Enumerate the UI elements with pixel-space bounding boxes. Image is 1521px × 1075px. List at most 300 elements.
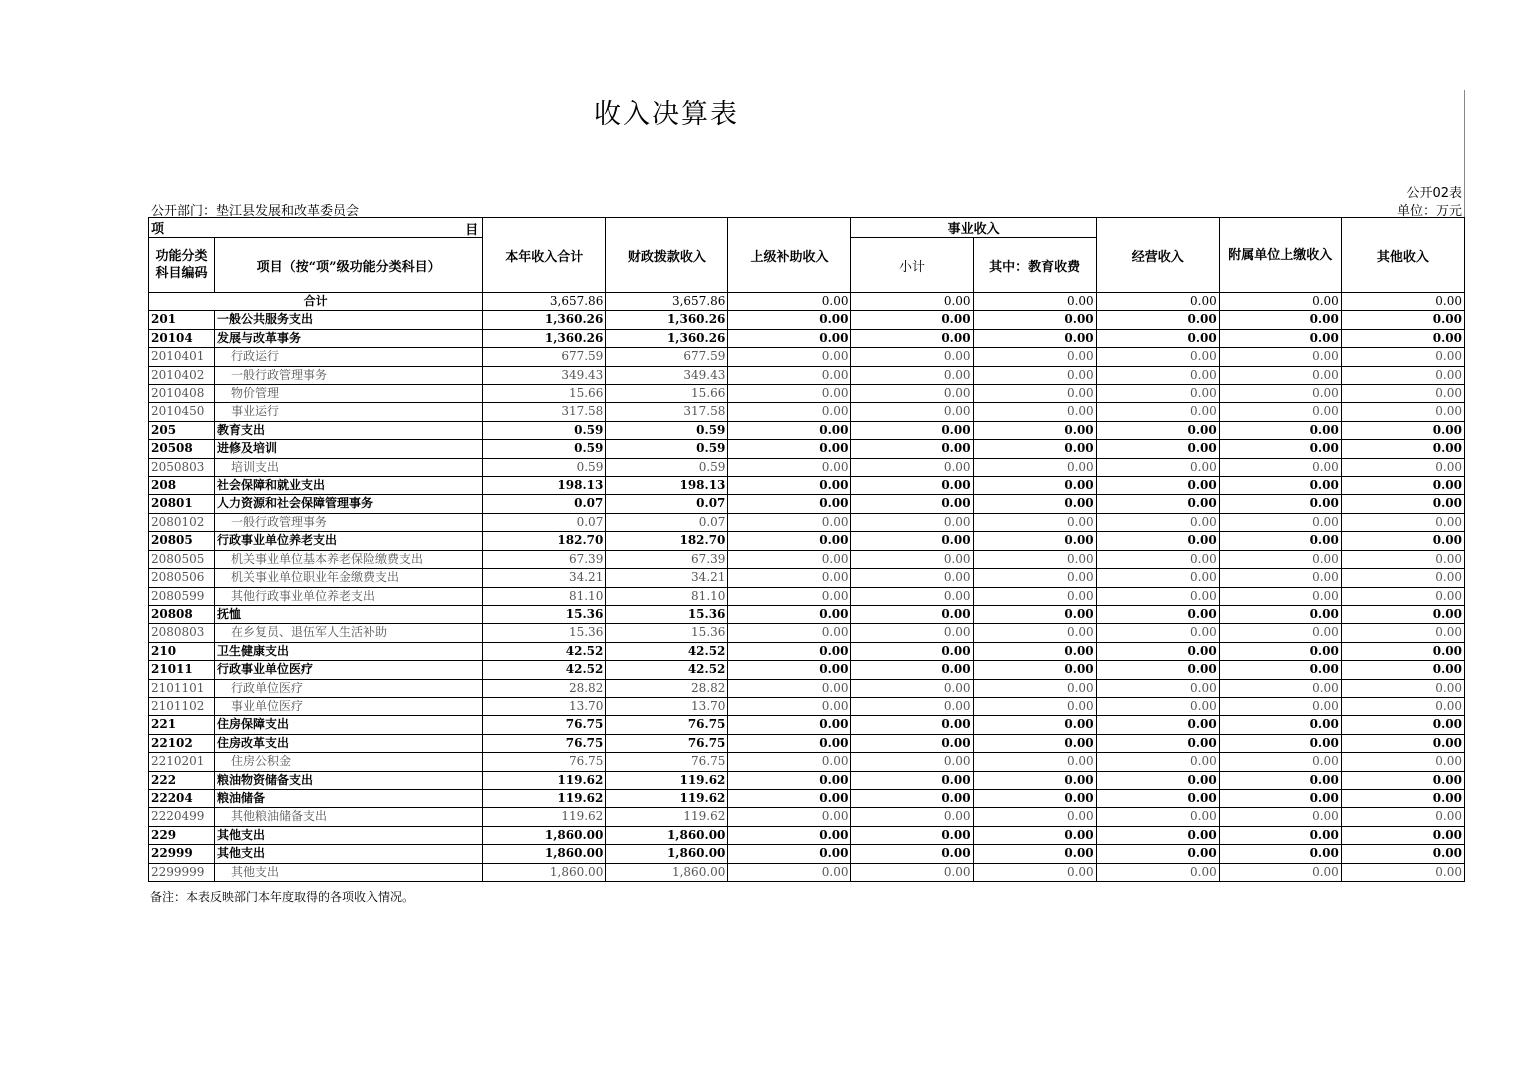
row-code: 2010408 [149,385,215,403]
cell-value: 0.00 [728,458,851,476]
cell-value: 0.00 [851,697,973,715]
cell-value: 1,360.26 [483,329,606,347]
row-name: 在乡复员、退伍军人生活补助 [215,624,483,642]
cell-value: 0.00 [728,532,851,550]
cell-value: 0.00 [1219,789,1341,807]
cell-value: 0.59 [483,421,606,439]
cell-value: 3,657.86 [483,293,606,311]
cell-value: 0.00 [1219,403,1341,421]
cell-value: 0.00 [1341,605,1464,623]
cell-value: 0.00 [1096,550,1219,568]
cell-value: 0.00 [1096,679,1219,697]
cell-value: 42.52 [483,642,606,660]
cell-value: 0.00 [1219,477,1341,495]
cell-value: 0.00 [728,826,851,844]
cell-value: 0.00 [973,624,1096,642]
cell-value: 677.59 [483,348,606,366]
row-name: 机关事业单位职业年金缴费支出 [215,569,483,587]
cell-value: 0.00 [728,789,851,807]
cell-value: 0.00 [1096,458,1219,476]
cell-value: 0.00 [1096,808,1219,826]
cell-value: 0.00 [728,569,851,587]
cell-value: 0.00 [1219,679,1341,697]
table-row [149,826,1465,844]
cell-value: 0.00 [728,477,851,495]
table-row [149,329,1465,347]
cell-value: 42.52 [606,661,728,679]
cell-value: 0.00 [728,293,851,311]
form-number: 公开02表 [1406,186,1462,201]
row-code: 20805 [149,532,215,550]
cell-value: 0.00 [1096,642,1219,660]
row-code: 2010402 [149,366,215,384]
cell-value: 0.00 [973,477,1096,495]
cell-value: 0.00 [1219,661,1341,679]
cell-value: 677.59 [606,348,728,366]
cell-value: 317.58 [606,403,728,421]
cell-value: 0.00 [973,826,1096,844]
table-row [149,845,1465,863]
row-name: 其他行政事业单位养老支出 [215,587,483,605]
row-code: 2220499 [149,808,215,826]
cell-value: 0.00 [728,403,851,421]
cell-value: 0.00 [973,293,1096,311]
row-name: 行政事业单位医疗 [215,661,483,679]
cell-value: 0.00 [1341,513,1464,531]
row-code: 2080102 [149,513,215,531]
cell-value: 0.00 [851,532,973,550]
cell-value: 0.00 [973,366,1096,384]
row-name: 其他支出 [215,863,483,881]
cell-value: 0.00 [728,550,851,568]
cell-value: 0.00 [728,605,851,623]
cell-value: 0.00 [1219,771,1341,789]
row-name: 一般行政管理事务 [215,366,483,384]
cell-value: 0.00 [851,624,973,642]
cell-value: 0.00 [1341,495,1464,513]
table-row [149,679,1465,697]
row-code: 210 [149,642,215,660]
cell-value: 0.00 [728,366,851,384]
cell-value: 0.00 [1219,513,1341,531]
cell-value: 3,657.86 [606,293,728,311]
cell-value: 0.00 [1341,624,1464,642]
cell-value: 0.00 [1341,734,1464,752]
header-other: 其他收入 [1341,218,1464,293]
header-item: 项 目 [149,218,483,238]
cell-value: 1,360.26 [483,311,606,329]
cell-value: 0.00 [851,458,973,476]
table-row [149,716,1465,734]
cell-value: 1,360.26 [606,329,728,347]
cell-value: 0.00 [1341,440,1464,458]
cell-value: 0.00 [973,642,1096,660]
cell-value: 0.00 [1341,458,1464,476]
table-row [149,808,1465,826]
row-code: 2299999 [149,863,215,881]
cell-value: 67.39 [483,550,606,568]
table-row [149,458,1465,476]
cell-value: 0.00 [1219,587,1341,605]
cell-value: 0.00 [973,716,1096,734]
cell-value: 28.82 [606,679,728,697]
cell-value: 0.59 [483,458,606,476]
cell-value: 0.00 [973,734,1096,752]
cell-value: 0.59 [606,421,728,439]
cell-value: 15.66 [483,385,606,403]
row-code: 2210201 [149,753,215,771]
cell-value: 0.00 [728,440,851,458]
row-name: 进修及培训 [215,440,483,458]
total-label: 合计 [149,293,483,311]
cell-value: 15.66 [606,385,728,403]
row-name: 住房保障支出 [215,716,483,734]
cell-value: 119.62 [483,808,606,826]
cell-value: 0.00 [1219,458,1341,476]
cell-value: 0.00 [1096,697,1219,715]
cell-value: 119.62 [483,771,606,789]
cell-value: 0.00 [973,458,1096,476]
row-name: 其他支出 [215,826,483,844]
cell-value: 0.00 [728,348,851,366]
cell-value: 0.00 [728,697,851,715]
cell-value: 0.00 [1341,311,1464,329]
cell-value: 182.70 [606,532,728,550]
row-code: 2080506 [149,569,215,587]
row-code: 22999 [149,845,215,863]
cell-value: 0.00 [1096,734,1219,752]
footnote: 备注：本表反映部门本年度取得的各项收入情况。 [150,890,415,904]
row-name: 粮油物资储备支出 [215,771,483,789]
cell-value: 198.13 [483,477,606,495]
header-fiscal: 财政拨款收入 [606,218,728,293]
cell-value: 182.70 [483,532,606,550]
cell-value: 76.75 [606,753,728,771]
row-code: 229 [149,826,215,844]
table-row [149,513,1465,531]
cell-value: 0.00 [1341,753,1464,771]
cell-value: 76.75 [483,734,606,752]
table-row [149,403,1465,421]
cell-value: 0.59 [483,440,606,458]
cell-value: 0.00 [851,642,973,660]
cell-value: 0.00 [1219,569,1341,587]
page-title: 收入决算表 [594,99,739,130]
cell-value: 119.62 [606,771,728,789]
cell-value: 76.75 [606,734,728,752]
cell-value: 0.00 [1096,661,1219,679]
row-name: 粮油储备 [215,789,483,807]
cell-value: 0.00 [851,734,973,752]
table-row [149,477,1465,495]
table-row [149,421,1465,439]
cell-value: 1,860.00 [606,845,728,863]
cell-value: 0.00 [1219,624,1341,642]
table-row [149,697,1465,715]
header-name: 项目（按“项”级功能分类科目） [215,238,483,293]
cell-value: 0.00 [1341,863,1464,881]
cell-value: 0.00 [1341,348,1464,366]
cell-value: 0.00 [1219,293,1341,311]
table-row [149,569,1465,587]
cell-value: 76.75 [606,716,728,734]
row-name: 事业运行 [215,403,483,421]
table-row [149,863,1465,881]
row-name: 社会保障和就业支出 [215,477,483,495]
cell-value: 15.36 [483,624,606,642]
cell-value: 0.00 [1219,440,1341,458]
cell-value: 0.00 [851,771,973,789]
cell-value: 76.75 [483,753,606,771]
cell-value: 0.00 [851,845,973,863]
cell-value: 0.00 [1341,826,1464,844]
cell-value: 0.00 [973,771,1096,789]
table-row [149,661,1465,679]
cell-value: 0.00 [1096,348,1219,366]
row-code: 20508 [149,440,215,458]
cell-value: 0.00 [851,789,973,807]
cell-value: 0.00 [851,513,973,531]
cell-value: 0.07 [483,513,606,531]
row-code: 201 [149,311,215,329]
cell-value: 0.00 [728,863,851,881]
cell-value: 0.00 [1096,532,1219,550]
cell-value: 0.00 [1096,863,1219,881]
table-row [149,605,1465,623]
cell-value: 0.00 [1096,845,1219,863]
cell-value: 0.00 [973,697,1096,715]
cell-value: 1,860.00 [606,863,728,881]
cell-value: 0.00 [1219,348,1341,366]
cell-value: 1,860.00 [483,863,606,881]
cell-value: 0.00 [1341,293,1464,311]
cell-value: 0.00 [851,679,973,697]
cell-value: 0.00 [851,311,973,329]
cell-value: 0.00 [1219,605,1341,623]
cell-value: 0.00 [1096,421,1219,439]
cell-value: 76.75 [483,716,606,734]
cell-value: 1,360.26 [606,311,728,329]
cell-value: 317.58 [483,403,606,421]
cell-value: 13.70 [606,697,728,715]
cell-value: 1,860.00 [606,826,728,844]
cell-value: 0.00 [1219,734,1341,752]
cell-value: 0.00 [1341,808,1464,826]
cell-value: 0.07 [606,495,728,513]
cell-value: 0.00 [1341,697,1464,715]
cell-value: 0.00 [1341,845,1464,863]
cell-value: 0.00 [728,329,851,347]
cell-value: 0.00 [973,587,1096,605]
row-name: 培训支出 [215,458,483,476]
cell-value: 0.00 [973,311,1096,329]
cell-value: 0.00 [973,550,1096,568]
cell-value: 0.00 [1219,863,1341,881]
header-code: 功能分类科目编码 [149,238,215,293]
cell-value: 0.00 [851,329,973,347]
cell-value: 0.00 [1219,532,1341,550]
row-code: 2010450 [149,403,215,421]
row-name: 事业单位医疗 [215,697,483,715]
cell-value: 0.00 [1096,826,1219,844]
row-code: 2080505 [149,550,215,568]
cell-value: 0.00 [973,845,1096,863]
cell-value: 0.00 [1219,495,1341,513]
cell-value: 0.00 [851,403,973,421]
cell-value: 0.00 [1341,329,1464,347]
cell-value: 0.00 [1096,605,1219,623]
header-affiliated: 附属单位上缴收入 [1219,218,1341,293]
cell-value: 0.00 [1096,569,1219,587]
cell-value: 349.43 [483,366,606,384]
cell-value: 0.00 [1219,550,1341,568]
cell-value: 0.00 [1096,789,1219,807]
cell-value: 0.00 [851,826,973,844]
row-code: 21011 [149,661,215,679]
row-name: 其他支出 [215,845,483,863]
cell-value: 119.62 [606,808,728,826]
cell-value: 0.07 [483,495,606,513]
cell-value: 0.00 [1219,845,1341,863]
cell-value: 0.00 [1096,385,1219,403]
cell-value: 0.00 [973,385,1096,403]
table-row [149,348,1465,366]
row-code: 222 [149,771,215,789]
cell-value: 0.00 [728,808,851,826]
cell-value: 0.00 [851,477,973,495]
cell-value: 0.00 [1341,366,1464,384]
table-row [149,311,1465,329]
cell-value: 198.13 [606,477,728,495]
cell-value: 0.59 [606,458,728,476]
cell-value: 0.00 [973,532,1096,550]
row-code: 20801 [149,495,215,513]
cell-value: 0.00 [728,624,851,642]
unit-label: 单位：万元 [1396,204,1462,219]
table-row [149,789,1465,807]
cell-value: 0.00 [1096,753,1219,771]
cell-value: 0.00 [973,403,1096,421]
cell-value: 0.00 [1219,826,1341,844]
table-row [149,366,1465,384]
row-name: 发展与改革事务 [215,329,483,347]
cell-value: 0.00 [728,661,851,679]
header-operating: 经营收入 [1096,218,1219,293]
cell-value: 42.52 [483,661,606,679]
cell-value: 0.00 [1219,697,1341,715]
cell-value: 0.00 [1096,587,1219,605]
row-name: 行政事业单位养老支出 [215,532,483,550]
cell-value: 0.00 [728,771,851,789]
cell-value: 15.36 [606,624,728,642]
cell-value: 0.00 [1341,403,1464,421]
cell-value: 0.00 [1096,495,1219,513]
table-row [149,550,1465,568]
cell-value: 0.00 [1096,513,1219,531]
row-code: 2010401 [149,348,215,366]
row-code: 2101101 [149,679,215,697]
cell-value: 349.43 [606,366,728,384]
cell-value: 0.00 [1219,329,1341,347]
cell-value: 0.00 [973,495,1096,513]
cell-value: 0.00 [851,348,973,366]
cell-value: 0.00 [728,753,851,771]
cell-value: 0.00 [1096,771,1219,789]
row-name: 机关事业单位基本养老保险缴费支出 [215,550,483,568]
cell-value: 0.00 [1341,550,1464,568]
cell-value: 0.00 [851,716,973,734]
cell-value: 0.00 [728,385,851,403]
cell-value: 0.00 [851,753,973,771]
row-code: 205 [149,421,215,439]
cell-value: 0.00 [1341,679,1464,697]
cell-value: 15.36 [606,605,728,623]
row-name: 抚恤 [215,605,483,623]
cell-value: 0.00 [851,293,973,311]
row-name: 行政单位医疗 [215,679,483,697]
cell-value: 0.00 [728,734,851,752]
cell-value: 0.00 [1341,642,1464,660]
table-row [149,753,1465,771]
cell-value: 119.62 [606,789,728,807]
divider [1464,90,1465,218]
cell-value: 0.00 [728,679,851,697]
cell-value: 0.00 [1341,385,1464,403]
cell-value: 15.36 [483,605,606,623]
cell-value: 0.00 [728,716,851,734]
row-code: 208 [149,477,215,495]
row-name: 住房改革支出 [215,734,483,752]
table-row [149,385,1465,403]
cell-value: 0.00 [1219,311,1341,329]
cell-value: 67.39 [606,550,728,568]
cell-value: 81.10 [483,587,606,605]
cell-value: 119.62 [483,789,606,807]
row-name: 一般行政管理事务 [215,513,483,531]
header-edu: 其中：教育收费 [973,238,1096,293]
row-name: 物价管理 [215,385,483,403]
cell-value: 0.00 [1219,385,1341,403]
cell-value: 0.00 [973,661,1096,679]
row-name: 行政运行 [215,348,483,366]
cell-value: 0.00 [728,495,851,513]
cell-value: 0.00 [851,385,973,403]
row-code: 22204 [149,789,215,807]
cell-value: 0.00 [973,605,1096,623]
cell-value: 0.00 [1219,808,1341,826]
cell-value: 0.00 [1096,403,1219,421]
cell-value: 0.00 [1219,642,1341,660]
cell-value: 0.00 [1219,421,1341,439]
row-name: 一般公共服务支出 [215,311,483,329]
cell-value: 0.00 [1341,569,1464,587]
cell-value: 0.00 [851,808,973,826]
cell-value: 0.00 [728,311,851,329]
cell-value: 0.00 [1341,477,1464,495]
cell-value: 0.00 [1096,329,1219,347]
cell-value: 13.70 [483,697,606,715]
cell-value: 0.00 [1219,753,1341,771]
row-code: 22102 [149,734,215,752]
cell-value: 0.00 [851,569,973,587]
cell-value: 0.00 [973,348,1096,366]
header-business: 事业收入 [851,218,1096,238]
cell-value: 0.00 [973,513,1096,531]
income-table [148,217,1465,882]
cell-value: 0.00 [851,495,973,513]
cell-value: 0.00 [851,863,973,881]
header-superior: 上级补助收入 [728,218,851,293]
